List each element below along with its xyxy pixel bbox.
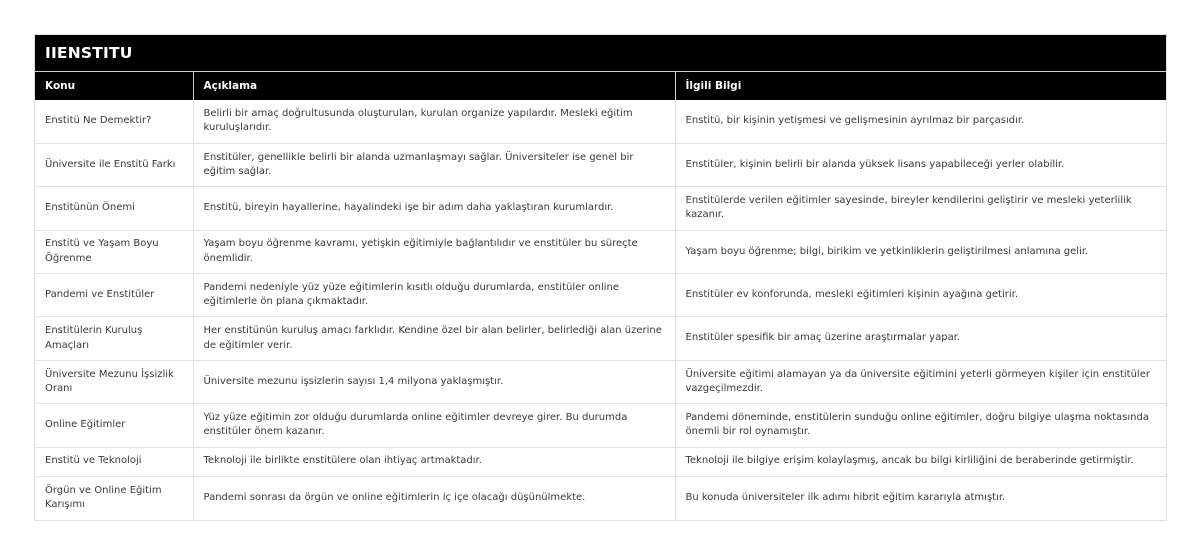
brand-title: IIENSTITU xyxy=(35,35,1166,71)
cell-konu: Üniversite ile Enstitü Farkı xyxy=(35,143,193,186)
cell-aciklama: Pandemi nedeniyle yüz yüze eğitimlerin kısıtlı olduğu durumlarda, enstitüler online eğitimlerle ön plana çıkmaktadır. xyxy=(193,274,675,317)
cell-ilgili-bilgi: Teknoloji ile bilgiye erişim kolaylaşmış, ancak bu bilgi kirliliğini de beraberinde getirmiştir. xyxy=(675,447,1166,476)
table-body xyxy=(35,100,1166,520)
table-row xyxy=(35,317,1166,360)
table-row xyxy=(35,447,1166,476)
cell-ilgili-bilgi: Enstitüler spesifik bir amaç üzerine araştırmalar yapar. xyxy=(675,317,1166,360)
info-card xyxy=(34,34,1167,521)
cell-aciklama: Yaşam boyu öğrenme kavramı, yetişkin eğitimiyle bağlantılıdır ve enstitüler bu süreçte önemlidir. xyxy=(193,230,675,273)
cell-ilgili-bilgi: Pandemi döneminde, enstitülerin sunduğu online eğitimler, doğru bilgiye ulaşma noktasında önemli bir rol oynamıştır. xyxy=(675,404,1166,447)
column-header-konu: Konu xyxy=(35,72,193,101)
cell-aciklama: Enstitüler, genellikle belirli bir alanda uzmanlaşmayı sağlar. Üniversiteler ise genel bir eğitim sağlar. xyxy=(193,143,675,186)
cell-konu: Enstitü ve Teknoloji xyxy=(35,447,193,476)
table-row xyxy=(35,187,1166,230)
table-row xyxy=(35,476,1166,519)
cell-konu: Üniversite Mezunu İşsizlik Oranı xyxy=(35,360,193,403)
cell-aciklama: Yüz yüze eğitimin zor olduğu durumlarda online eğitimler devreye girer. Bu durumda enstitüler önem kazanır. xyxy=(193,404,675,447)
cell-ilgili-bilgi: Enstitüler ev konforunda, mesleki eğitimleri kişinin ayağına getirir. xyxy=(675,274,1166,317)
cell-konu: Enstitü ve Yaşam Boyu Öğrenme xyxy=(35,230,193,273)
cell-konu: Örgün ve Online Eğitim Karışımı xyxy=(35,476,193,519)
cell-konu: Online Eğitimler xyxy=(35,404,193,447)
table-row xyxy=(35,143,1166,186)
cell-ilgili-bilgi: Enstitüler, kişinin belirli bir alanda yüksek lisans yapabileceği yerler olabilir. xyxy=(675,143,1166,186)
header-row xyxy=(35,72,1166,101)
column-header-ilgili-bilgi: İlgili Bilgi xyxy=(675,72,1166,101)
cell-konu: Enstitü Ne Demektir? xyxy=(35,100,193,143)
cell-konu: Enstitülerin Kuruluş Amaçları xyxy=(35,317,193,360)
cell-ilgili-bilgi: Yaşam boyu öğrenme; bilgi, birikim ve yetkinliklerin geliştirilmesi anlamına gelir. xyxy=(675,230,1166,273)
table-header xyxy=(35,72,1166,101)
cell-ilgili-bilgi: Üniversite eğitimi alamayan ya da üniversite eğitimini yeterli görmeyen kişiler için enstitüler vazgeçilmezdir. xyxy=(675,360,1166,403)
cell-konu: Enstitünün Önemi xyxy=(35,187,193,230)
cell-ilgili-bilgi: Enstitü, bir kişinin yetişmesi ve gelişmesinin ayrılmaz bir parçasıdır. xyxy=(675,100,1166,143)
table-row xyxy=(35,100,1166,143)
cell-ilgili-bilgi: Bu konuda üniversiteler ilk adımı hibrit eğitim kararıyla atmıştır. xyxy=(685,491,1006,503)
table-row xyxy=(35,360,1166,403)
table-row xyxy=(35,404,1166,447)
cell-aciklama: Her enstitünün kuruluş amacı farklıdır. Kendine özel bir alan belirler, belirlediği alan üzerine de eğitimler verir. xyxy=(193,317,675,360)
table-row xyxy=(35,274,1166,317)
column-header-aciklama: Açıklama xyxy=(193,72,675,101)
cell-aciklama: Üniversite mezunu işsizlerin sayısı 1,4 milyona yaklaşmıştır. xyxy=(193,360,675,403)
cell-aciklama: Pandemi sonrası da örgün ve online eğitimlerin iç içe olacağı düşünülmekte. xyxy=(193,476,675,519)
table-row xyxy=(35,230,1166,273)
cell-aciklama: Belirli bir amaç doğrultusunda oluşturulan, kurulan organize yapılardır. Mesleki eğitim kuruluşlarıdır. xyxy=(193,100,675,143)
cell-konu: Pandemi ve Enstitüler xyxy=(35,274,193,317)
cell-aciklama: Enstitü, bireyin hayallerine, hayalindeki işe bir adım daha yaklaştıran kurumlardır. xyxy=(193,187,675,230)
cell-ilgili-bilgi: Enstitülerde verilen eğitimler sayesinde, bireyler kendilerini geliştirir ve mesleki yeterlilik kazanır. xyxy=(675,187,1166,230)
info-table xyxy=(35,71,1166,520)
cell-aciklama: Teknoloji ile birlikte enstitülere olan ihtiyaç artmaktadır. xyxy=(193,447,675,476)
